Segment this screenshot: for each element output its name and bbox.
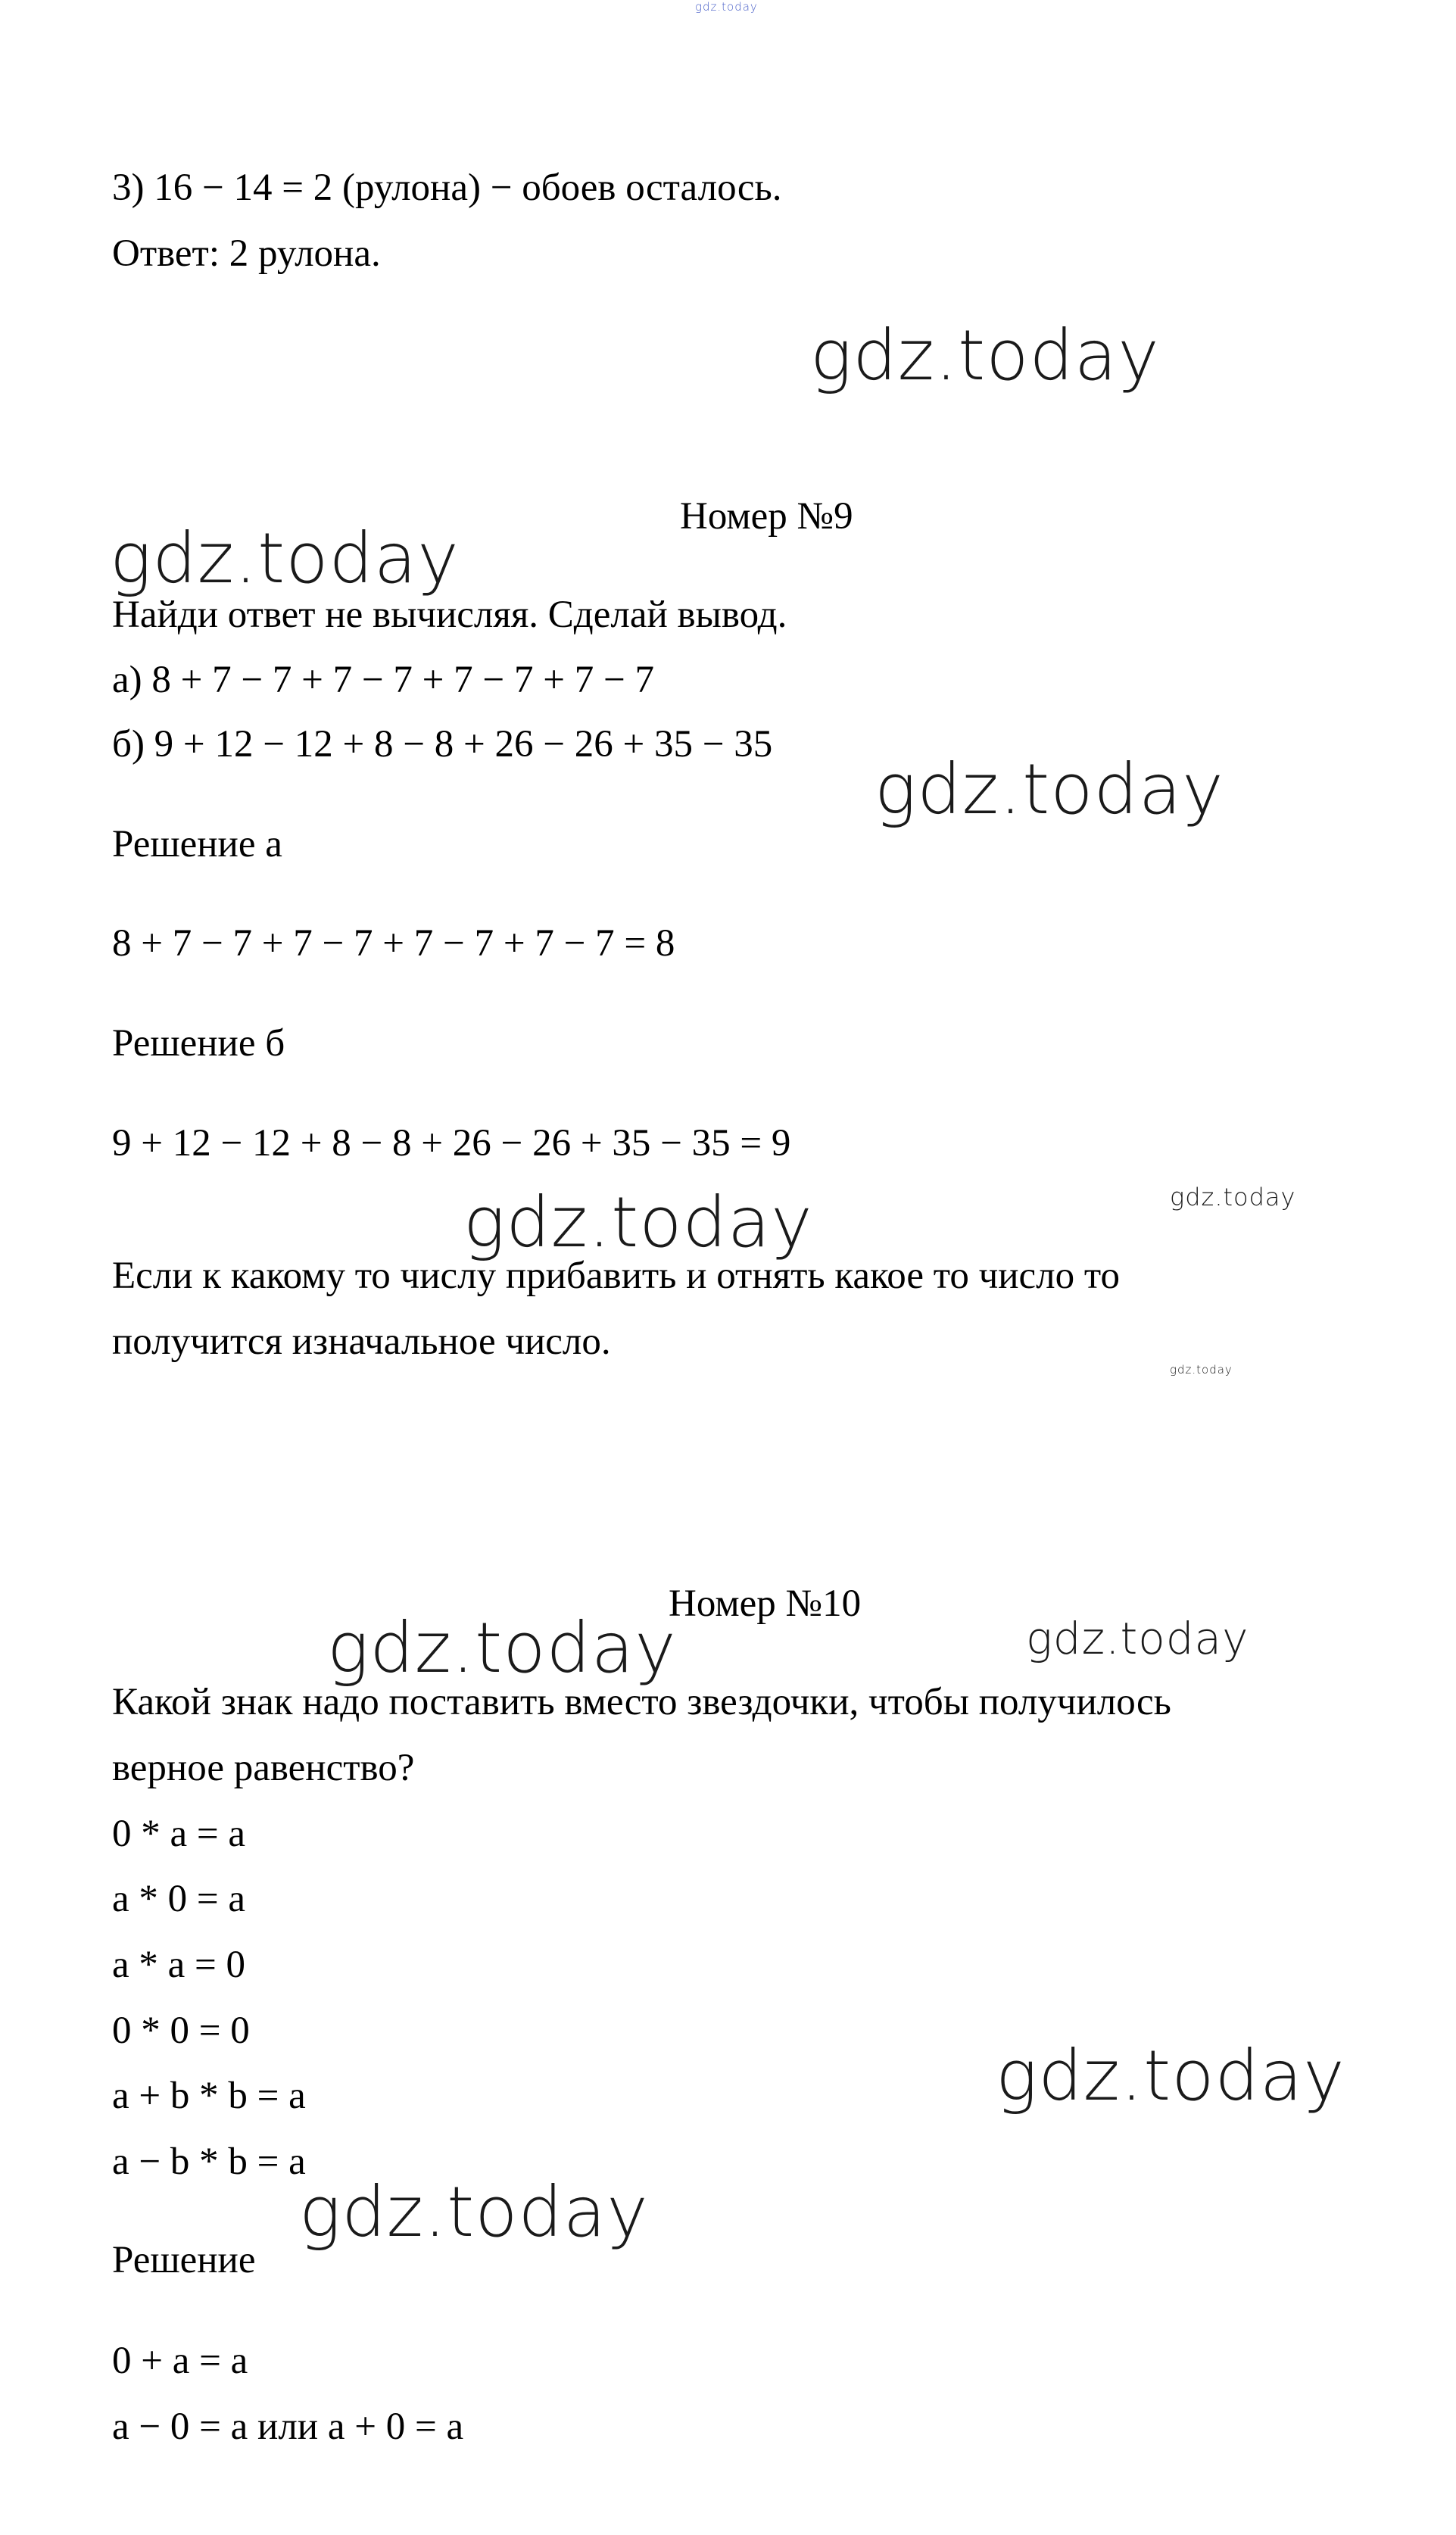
task10-solution: 0 + a = a bbox=[112, 2340, 248, 2382]
prev-answer: Ответ: 2 рулона. bbox=[112, 232, 381, 275]
task9-conclusion-line1: Если к какому то числу прибавить и отнять какое то число то bbox=[112, 1255, 1120, 1297]
watermark: gdz.today bbox=[463, 1182, 813, 1263]
task9-item-b: б) 9 + 12 − 12 + 8 − 8 + 26 − 26 + 35 − 35 bbox=[112, 723, 773, 765]
task10-equation: a − b * b = a bbox=[112, 2141, 306, 2183]
task9-conclusion-line2: получится изначальное число. bbox=[112, 1321, 611, 1363]
task9-solution-a: 8 + 7 − 7 + 7 − 7 + 7 − 7 + 7 − 7 = 8 bbox=[112, 922, 675, 965]
task10-equation: a * 0 = a bbox=[112, 1878, 246, 1920]
task9-heading: Номер №9 bbox=[680, 495, 853, 538]
watermark-top: gdz.today bbox=[695, 0, 758, 14]
task10-solution-label: Решение bbox=[112, 2239, 256, 2281]
watermark: gdz.today bbox=[875, 749, 1224, 830]
task10-heading: Номер №10 bbox=[669, 1582, 862, 1625]
task9-item-a: а) 8 + 7 − 7 + 7 − 7 + 7 − 7 + 7 − 7 bbox=[112, 659, 654, 701]
task10-equation: 0 * 0 = 0 bbox=[112, 2010, 250, 2052]
task9-solution-a-label: Решение а bbox=[112, 823, 282, 865]
watermark: gdz.today bbox=[1170, 1363, 1233, 1377]
task10-equation: 0 * a = a bbox=[112, 1813, 246, 1855]
task10-prompt-line1: Какой знак надо поставить вместо звездочки, чтобы получилось bbox=[112, 1681, 1171, 1723]
task9-solution-b-label: Решение б bbox=[112, 1022, 285, 1065]
watermark: gdz.today bbox=[996, 2035, 1345, 2116]
task10-solution: a − 0 = a или a + 0 = a bbox=[112, 2406, 464, 2448]
watermark: gdz.today bbox=[299, 2172, 649, 2253]
watermark: gdz.today bbox=[810, 315, 1160, 396]
task10-equation: a * a = 0 bbox=[112, 1944, 246, 1986]
watermark: gdz.today bbox=[1170, 1183, 1296, 1211]
task10-prompt-line2: верное равенство? bbox=[112, 1747, 415, 1789]
watermark: gdz.today bbox=[1026, 1613, 1249, 1664]
watermark: gdz.today bbox=[110, 518, 460, 599]
task9-prompt: Найди ответ не вычисляя. Сделай вывод. bbox=[112, 594, 787, 636]
prev-step-3: 3) 16 − 14 = 2 (рулона) − обоев осталось. bbox=[112, 167, 782, 209]
task9-solution-b: 9 + 12 − 12 + 8 − 8 + 26 − 26 + 35 − 35 = 9 bbox=[112, 1122, 791, 1165]
task10-equation: a + b * b = a bbox=[112, 2075, 306, 2117]
watermark: gdz.today bbox=[327, 1607, 677, 1688]
